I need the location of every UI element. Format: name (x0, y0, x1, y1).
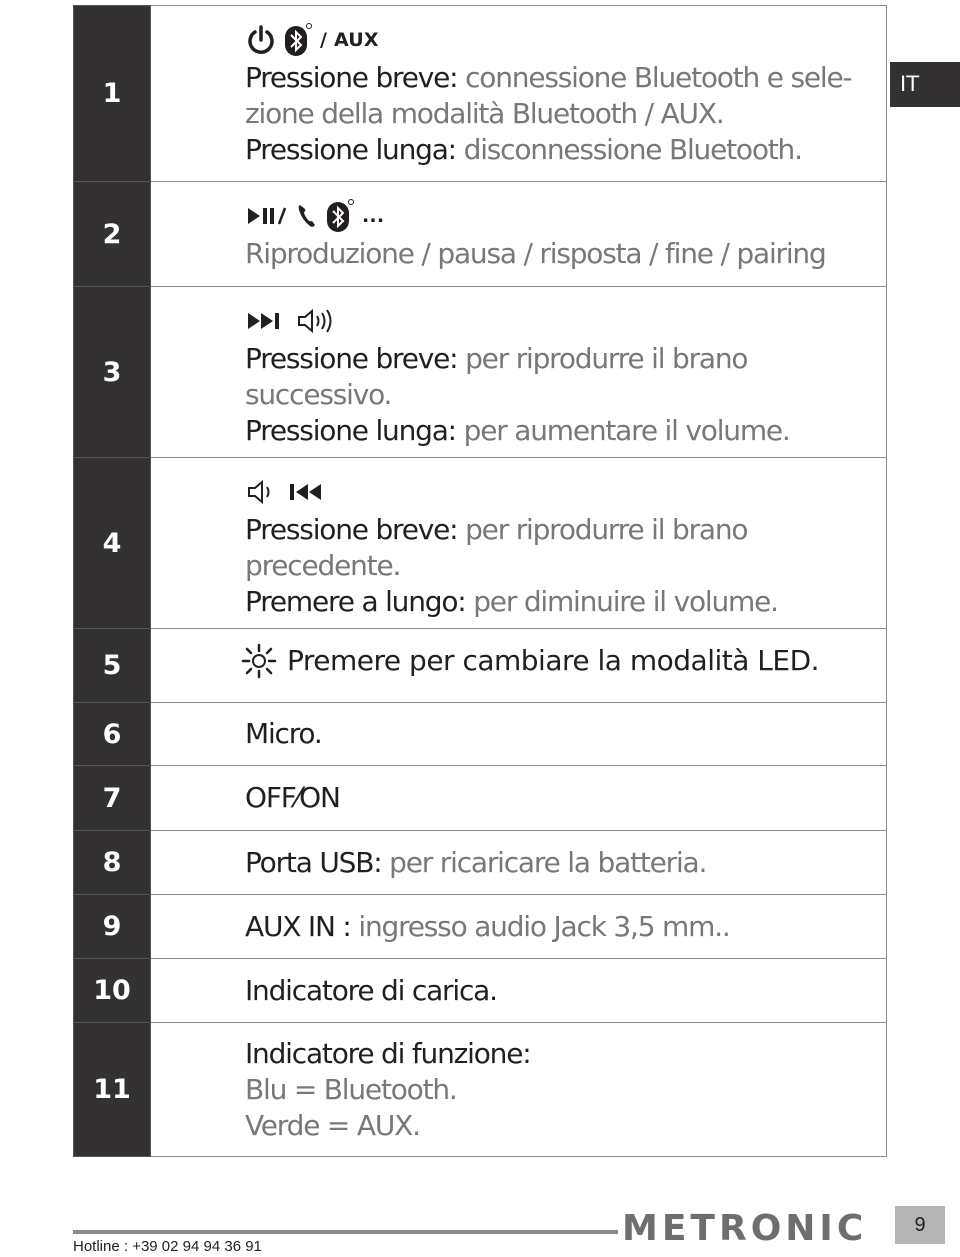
next-track-icon (246, 309, 288, 333)
function-table (73, 5, 887, 1157)
text-line: Riproduzione / pausa / risposta / fine / pairing (245, 237, 826, 270)
text-line: Blu = Bluetooth. (245, 1072, 457, 1106)
volume-down-icon (246, 478, 276, 506)
icon-group (246, 20, 886, 60)
row-content: Porta USB: per ricaricare la batteria. (151, 831, 887, 895)
icon-group (246, 472, 886, 512)
text-line: Pressione lunga: per aumentare il volume. (245, 414, 790, 447)
led-icon (241, 643, 277, 679)
row-number: 10 (74, 959, 151, 1023)
brand-logo: METRONIC (622, 1208, 868, 1249)
table-row (74, 703, 887, 766)
row-number: 7 (74, 766, 151, 831)
row-content: Micro. (151, 703, 887, 766)
row-number: 4 (74, 458, 151, 629)
row-content: Indicatore di carica. (151, 959, 887, 1023)
power-icon (246, 24, 276, 56)
row-content (151, 629, 887, 703)
bluetooth-icon (284, 23, 312, 57)
led-description: Premere per cambiare la modalità LED. (287, 644, 820, 677)
text-line: Indicatore di funzione: (245, 1036, 531, 1070)
row-content (151, 6, 887, 182)
row-number: 3 (74, 287, 151, 458)
icon-group (246, 301, 886, 341)
row-content (151, 182, 887, 287)
row-number: 11 (74, 1023, 151, 1157)
table-row (74, 895, 887, 959)
text-line: Pressione breve: per riprodurre il brano successivo. (245, 342, 748, 411)
table-row (74, 831, 887, 895)
row-content (151, 1023, 887, 1157)
row-number: 9 (74, 895, 151, 959)
bluetooth-icon (326, 199, 354, 233)
table-row (74, 959, 887, 1023)
ellipsis-label: ... (362, 205, 385, 227)
hotline-text: Hotline : +39 02 94 94 36 91 (73, 1238, 262, 1255)
icon-group (246, 196, 886, 236)
text-line: Pressione breve: per riprodurre il brano precedente. (245, 513, 748, 582)
text-line: Pressione lunga: disconnessione Bluetooth. (245, 133, 802, 166)
text-line: zione della modalità Bluetooth / AUX. (245, 97, 724, 130)
row-content: OFF⁄ON (151, 766, 887, 831)
phone-icon (296, 202, 318, 230)
row-number: 2 (74, 182, 151, 287)
footer-divider (73, 1230, 618, 1234)
row-content: AUX IN : ingresso audio Jack 3,5 mm.. (151, 895, 887, 959)
row-content (151, 458, 887, 629)
previous-track-icon (284, 480, 330, 504)
row-content (151, 287, 887, 458)
volume-up-icon (296, 307, 336, 335)
table-row (74, 458, 887, 629)
table-row (74, 629, 887, 703)
text-line: Premere a lungo: per diminuire il volume. (245, 585, 778, 618)
play-pause-icon (246, 204, 288, 228)
text-line: Pressione breve: connessione Bluetooth e sele- (245, 61, 852, 94)
text-line: Verde = AUX. (245, 1108, 420, 1142)
row-number: 8 (74, 831, 151, 895)
language-tab: IT (890, 62, 960, 107)
row-number: 5 (74, 629, 151, 703)
table-row (74, 1023, 887, 1157)
table-row (74, 766, 887, 831)
row-number: 6 (74, 703, 151, 766)
row-number: 1 (74, 6, 151, 182)
table-row (74, 6, 887, 182)
aux-label: / AUX (320, 29, 379, 51)
table-row (74, 182, 887, 287)
page-number: 9 (895, 1206, 945, 1244)
table-row (74, 287, 887, 458)
